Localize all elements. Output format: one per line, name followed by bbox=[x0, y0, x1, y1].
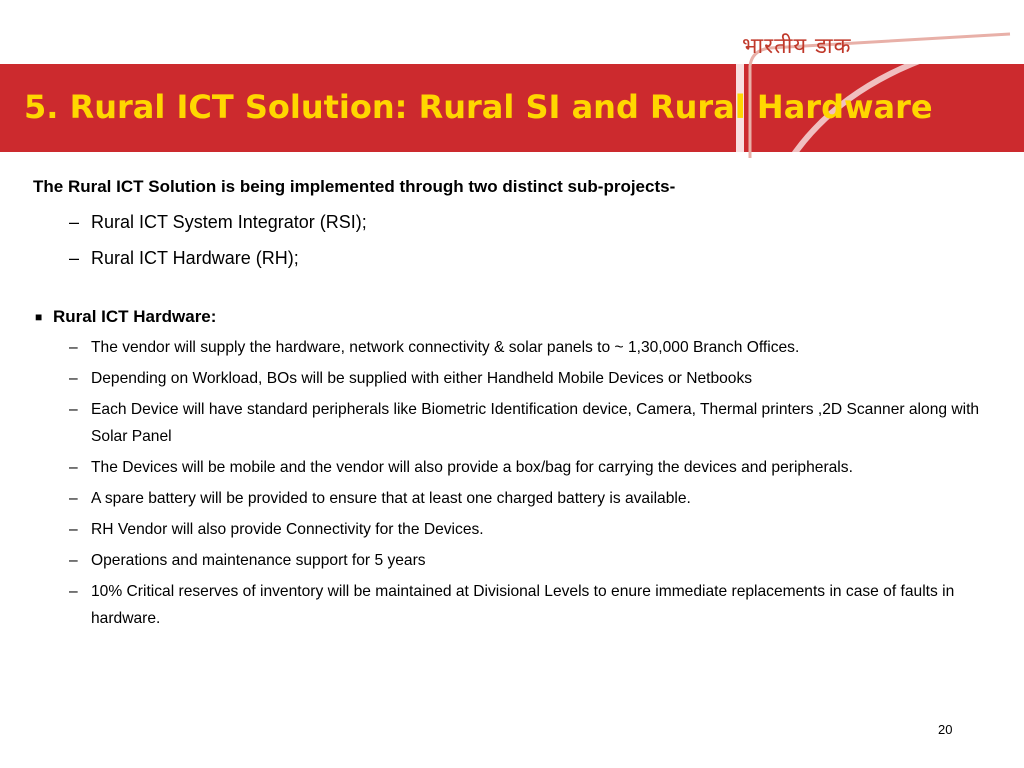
list-item-text: RH Vendor will also provide Connectivity for the Devices. bbox=[91, 521, 484, 538]
list-item-text: Depending on Workload, BOs will be supplied with either Handheld Mobile Devices or Netbooks bbox=[91, 370, 753, 387]
list-item-text: Rural ICT System Integrator (RSI); bbox=[91, 212, 367, 232]
list-item bbox=[33, 204, 993, 240]
list-item bbox=[33, 547, 993, 574]
list-item-text: The vendor will supply the hardware, network connectivity & solar panels to ~ 1,30,000 Branch Offices. bbox=[91, 339, 800, 356]
dash-icon: – bbox=[69, 339, 78, 356]
list-item bbox=[33, 485, 993, 512]
dash-icon: – bbox=[69, 490, 78, 507]
list-item-text: The Devices will be mobile and the vendor will also provide a box/bag for carrying the devices and peripherals. bbox=[91, 459, 853, 476]
slide-title: 5. Rural ICT Solution: Rural SI and Rural Hardware bbox=[24, 88, 933, 126]
dash-icon: – bbox=[69, 583, 78, 600]
list-item-text: Rural ICT Hardware (RH); bbox=[91, 248, 299, 268]
dash-icon: – bbox=[69, 212, 80, 232]
list-item bbox=[33, 396, 993, 450]
list-item-text: A spare battery will be provided to ensure that at least one charged battery is available. bbox=[91, 490, 691, 507]
dash-icon: – bbox=[69, 521, 78, 538]
list-item-text: Operations and maintenance support for 5 years bbox=[91, 552, 426, 569]
sub-project-list bbox=[33, 204, 993, 276]
section-heading bbox=[33, 304, 993, 330]
page-number: 20 bbox=[938, 722, 953, 737]
section-heading-text: Rural ICT Hardware: bbox=[53, 307, 217, 326]
list-item-text: Each Device will have standard peripherals like Biometric Identification device, Camera, Thermal printers ,2D Scanner along with Solar Panel bbox=[91, 401, 980, 445]
logo-text: भारतीय डाक bbox=[742, 34, 852, 59]
list-item-text: 10% Critical reserves of inventory will be maintained at Divisional Levels to enure immediate replacements in case of faults in hardware. bbox=[91, 583, 955, 627]
dash-icon: – bbox=[69, 370, 78, 387]
list-item bbox=[33, 334, 993, 361]
list-item bbox=[33, 365, 993, 392]
dash-icon: – bbox=[69, 401, 78, 418]
list-item bbox=[33, 454, 993, 481]
intro-text: The Rural ICT Solution is being implemented through two distinct sub-projects- bbox=[33, 177, 676, 196]
list-item bbox=[33, 240, 993, 276]
list-item bbox=[33, 516, 993, 543]
slide-content bbox=[33, 174, 993, 636]
list-item bbox=[33, 578, 993, 632]
square-bullet-icon: ■ bbox=[35, 310, 43, 324]
hardware-item-list bbox=[33, 334, 993, 632]
india-post-logo-icon bbox=[700, 0, 1024, 160]
dash-icon: – bbox=[69, 248, 80, 268]
dash-icon: – bbox=[69, 459, 78, 476]
dash-icon: – bbox=[69, 552, 78, 569]
